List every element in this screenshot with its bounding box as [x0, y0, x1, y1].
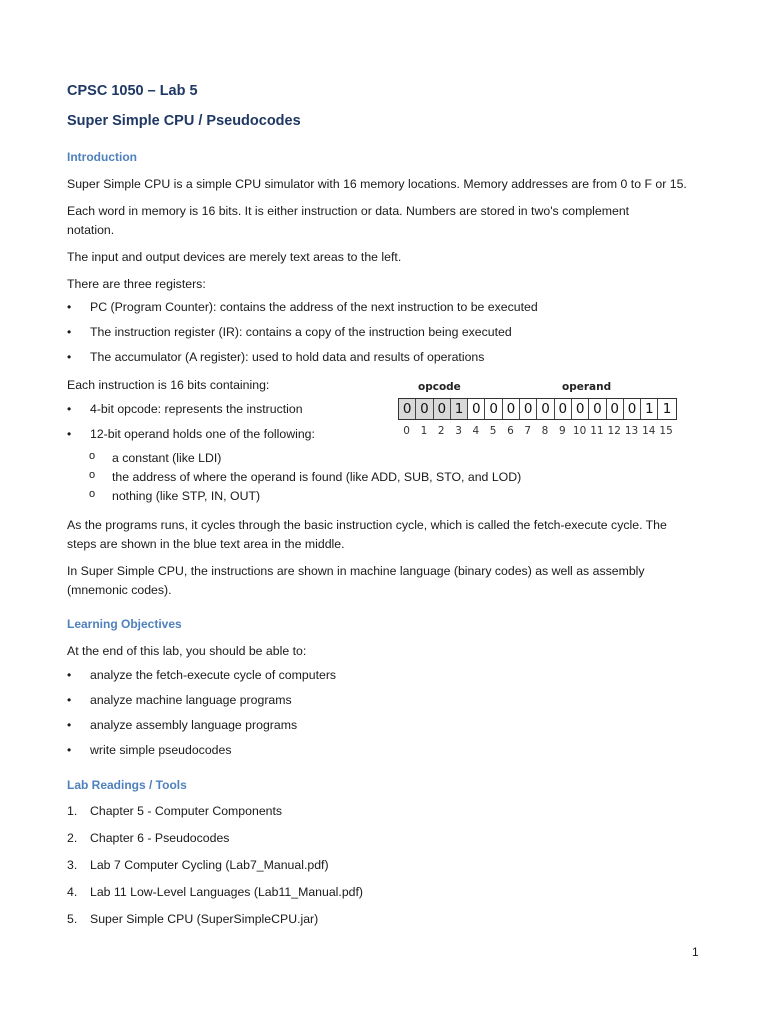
bit-cell: 0: [572, 399, 589, 419]
operand-label: operand: [562, 381, 612, 393]
intro-paragraph-7b: (mnemonic codes).: [67, 583, 172, 597]
bit-index-label: 10: [572, 425, 587, 437]
readings-heading: Lab Readings / Tools: [67, 778, 187, 792]
circle-bullet-icon: o: [89, 488, 96, 500]
document-subtitle: Super Simple CPU / Pseudocodes: [67, 113, 301, 129]
circle-bullet-icon: o: [89, 469, 96, 481]
bit-cell: 0: [416, 399, 433, 419]
bit-cell: 0: [624, 399, 641, 419]
bit-cell: 1: [662, 401, 672, 417]
bit-cell: 0: [399, 399, 416, 419]
bit-index-label: 7: [524, 425, 532, 437]
bit-index-label: 4: [472, 425, 480, 437]
bit-cell: 0: [589, 399, 606, 419]
objectives-heading: Learning Objectives: [67, 617, 182, 631]
bullet-icon: •: [67, 668, 72, 682]
bit-index-label: 1: [420, 425, 428, 437]
intro-paragraph-5: Each instruction is 16 bits containing:: [67, 378, 270, 392]
bit-cell: 0: [555, 399, 572, 419]
bit-index-label: 5: [489, 425, 497, 437]
intro-paragraph-1: Super Simple CPU is a simple CPU simulator with 16 memory locations. Memory addresses are from 0 to F or 15.: [67, 177, 687, 191]
instruction-format-diagram: [396, 378, 696, 442]
intro-paragraph-2b: notation.: [67, 223, 115, 237]
bullet-icon: •: [67, 350, 72, 364]
introduction-heading: Introduction: [67, 150, 137, 164]
bit-index-label: 13: [624, 425, 639, 437]
bit-cell: 0: [434, 399, 451, 419]
bit-index-label: 3: [455, 425, 462, 437]
intro-paragraph-2a: Each word in memory is 16 bits. It is either instruction or data. Numbers are stored in two's complement: [67, 204, 630, 218]
page-number: 1: [692, 945, 699, 959]
bit-cell: 0: [520, 399, 537, 419]
bullet-icon: •: [67, 325, 72, 339]
intro-paragraph-7a: In Super Simple CPU, the instructions are shown in machine language (binary codes) as well as assembly: [67, 564, 645, 578]
intro-paragraph-6b: steps are shown in the blue text area in the middle.: [67, 537, 345, 551]
intro-paragraph-3: The input and output devices are merely text areas to the left.: [67, 250, 402, 264]
opcode-label: opcode: [418, 381, 461, 393]
bullet-icon: •: [67, 718, 72, 732]
bullet-icon: •: [67, 693, 72, 707]
objectives-intro: At the end of this lab, you should be able to:: [67, 644, 307, 658]
bit-index-label: 6: [507, 425, 514, 437]
bullet-icon: •: [67, 300, 72, 314]
bullet-icon: •: [67, 743, 72, 757]
bit-index-label: 11: [590, 425, 604, 437]
bit-cell: 0: [468, 399, 485, 419]
bit-cell: 1: [451, 399, 468, 419]
circle-bullet-icon: o: [89, 450, 96, 462]
bit-index-label: 15: [659, 425, 673, 437]
bullet-icon: •: [67, 427, 72, 441]
bullet-icon: •: [67, 402, 72, 416]
bit-index-label: 12: [607, 425, 621, 437]
document-title: CPSC 1050 – Lab 5: [67, 83, 198, 99]
bit-cell: 1: [641, 399, 658, 419]
bit-index-label: 14: [642, 425, 656, 437]
bit-cell: 0: [607, 399, 624, 419]
bit-index-label: 0: [403, 425, 410, 437]
bit-index-label: 2: [437, 425, 445, 437]
bit-cell: 0: [503, 399, 520, 419]
intro-paragraph-6a: As the programs runs, it cycles through the basic instruction cycle, which is called the fetch-execute cycle. The: [67, 518, 667, 532]
bit-index-label: 9: [558, 425, 566, 437]
instruction-bits: [398, 398, 677, 420]
bit-index-row: [398, 425, 675, 437]
bit-cell: 0: [537, 399, 554, 419]
intro-paragraph-4: There are three registers:: [67, 277, 206, 291]
bit-cell: 0: [485, 399, 502, 419]
bit-index-label: 8: [541, 425, 549, 437]
